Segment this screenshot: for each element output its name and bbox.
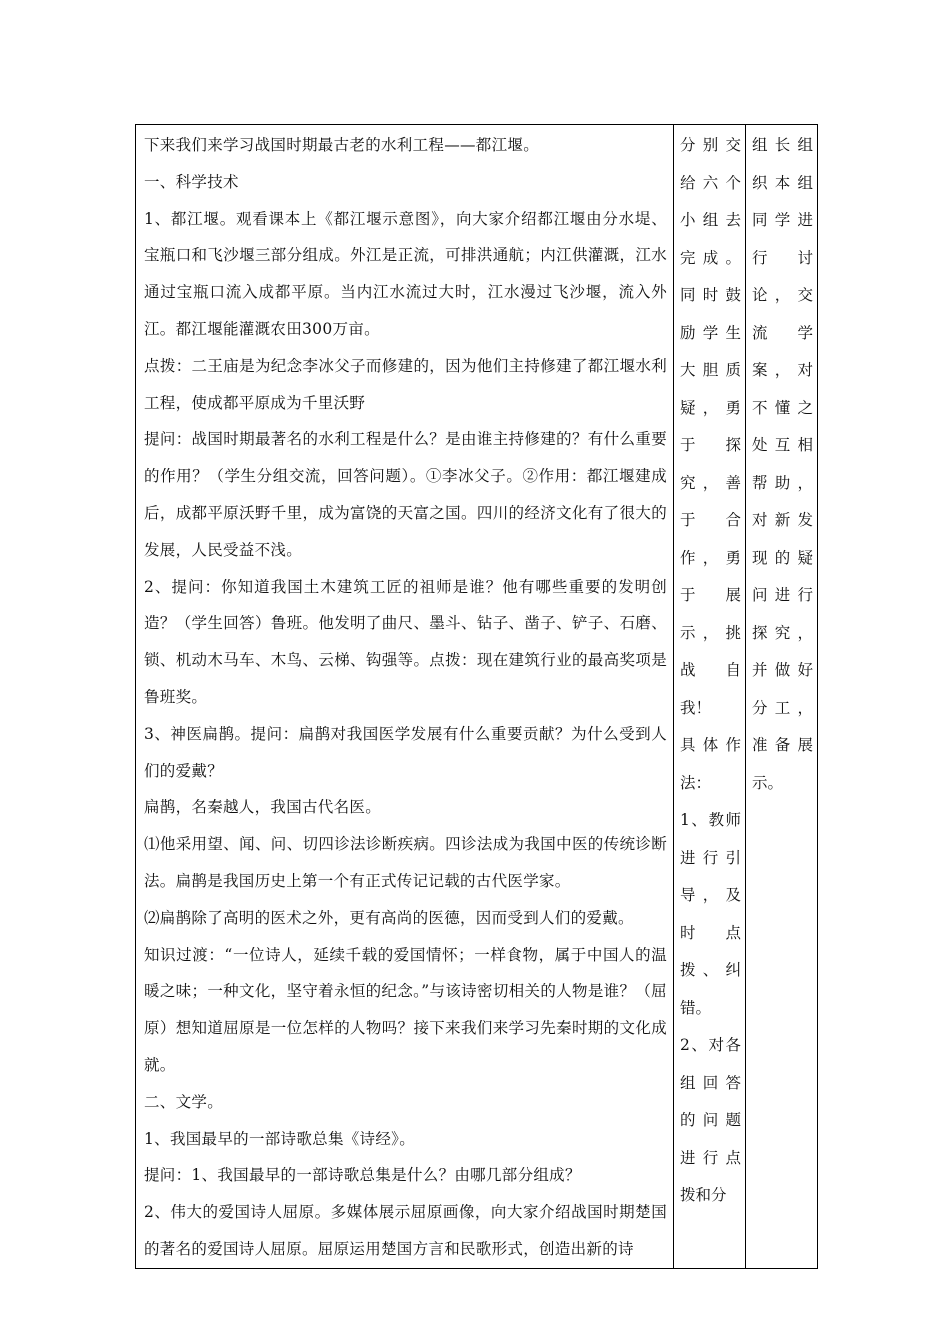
paragraph: 扁鹊，名秦越人，我国古代名医。	[144, 798, 382, 817]
paragraph: 提问：1、我国最早的一部诗歌总集是什么？由哪几部分组成？	[144, 1166, 581, 1185]
table-row	[136, 125, 818, 1269]
paragraph: ⑴他采用望、闻、问、切四诊法诊断疾病。四诊法成为我国中医的传统诊断法。扁鹊是我国历史上第一个有正式传记记载的古代医学家。	[144, 835, 667, 890]
paragraph: 2、对各组回答的问题进行点拨和分	[680, 1036, 741, 1204]
teaching-content-cell	[136, 125, 674, 1269]
paragraph: 知识过渡：“一位诗人，延续千载的爱国情怀；一样食物，属于中国人的温暖之味；一种文化，坚守着永恒的纪念。”与该诗密切相关的人物是谁？（屈原）想知道屈原是一位怎样的人物吗？接下来我们来学习先秦时期的文化成就。	[144, 945, 667, 1074]
paragraph: ⑵扁鹊除了高明的医术之外，更有高尚的医德，因而受到人们的爱戴。	[144, 908, 634, 927]
paragraph: 3、神医扁鹊。提问：扁鹊对我国医学发展有什么重要贡献？为什么受到人们的爱戴？	[144, 724, 667, 780]
paragraph: 具体作法：	[680, 736, 741, 792]
paragraph: 下来我们来学习战国时期最古老的水利工程——都江堰。	[144, 136, 540, 154]
teacher-activity-cell	[674, 125, 746, 1269]
paragraph: 1、教师进行引导，及时点拨、纠错。	[680, 811, 741, 1017]
student-activity-cell	[746, 125, 818, 1269]
paragraph: 2、伟大的爱国诗人屈原。多媒体展示屈原画像，向大家介绍战国时期楚国的著名的爱国诗人屈原。屈原运用楚国方言和民歌形式，创造出新的诗	[144, 1203, 667, 1258]
paragraph: 分别交给六个小组去完成。同时鼓励学生大胆质疑，勇于探究，善于合作，勇于展示，挑战自我！	[680, 136, 741, 717]
section-heading: 一、科学技术	[144, 172, 239, 191]
paragraph: 1、都江堰。观看课本上《都江堰示意图》，向大家介绍都江堰由分水堤、宝瓶口和飞沙堰三部分组成。外江是正流，可排洪通航；内江供灌溉，江水通过宝瓶口流入成都平原。当内江水流过大时，江水漫过飞沙堰，流入外江。都江堰能灌溉农田300万亩。	[144, 209, 667, 338]
section-heading: 二、文学。	[144, 1092, 224, 1111]
paragraph: 2、提问：你知道我国土木建筑工匠的祖师是谁？他有哪些重要的发明创造？（学生回答）鲁班。他发明了曲尺、墨斗、钻子、凿子、铲子、石磨、锁、机动木马车、木鸟、云梯、钩强等。点拨：现在建筑行业的最高奖项是鲁班奖。	[144, 577, 667, 706]
teaching-content	[136, 125, 673, 1268]
student-activity	[746, 125, 817, 802]
paragraph: 提问：战国时期最著名的水利工程是什么？是由谁主持修建的？有什么重要的作用？（学生分组交流，回答问题）。①李冰父子。②作用：都江堰建成后，成都平原沃野千里，成为富饶的天富之国。四川的经济文化有了很大的发展，人民受益不浅。	[144, 430, 667, 559]
paragraph: 组长组织本组同学进行讨论，交流学案，对不懂之处互相帮助，对新发现的疑问进行探究，并做好分工，准备展示。	[752, 136, 813, 792]
paragraph: 点拨：二王庙是为纪念李冰父子而修建的，因为他们主持修建了都江堰水利工程，使成都平原成为千里沃野	[144, 356, 667, 412]
lesson-plan-table	[135, 124, 818, 1269]
teacher-activity	[674, 125, 745, 1215]
paragraph: 1、我国最早的一部诗歌总集《诗经》。	[144, 1129, 416, 1148]
